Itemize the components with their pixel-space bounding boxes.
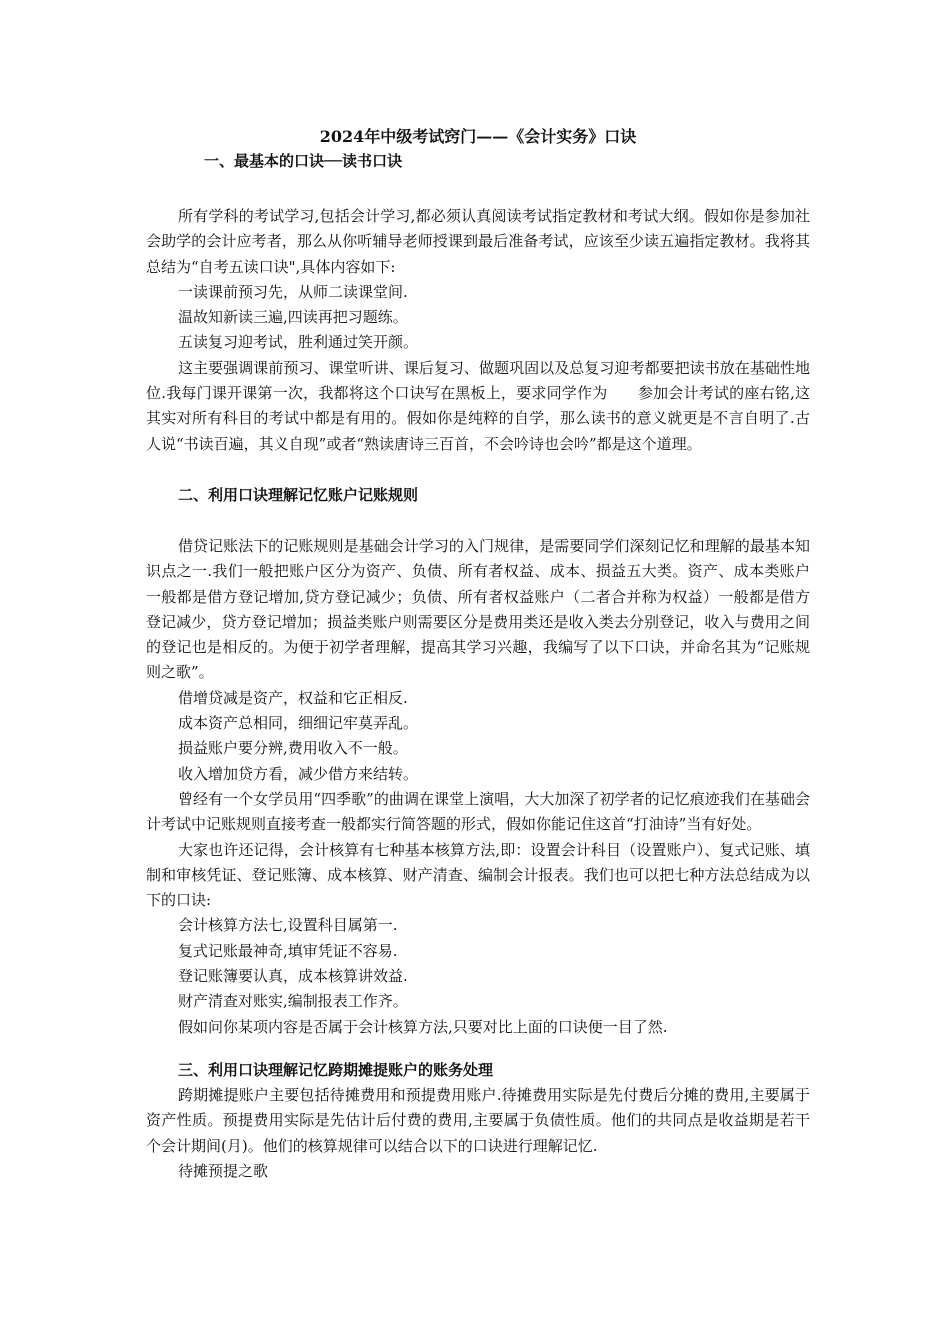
section2-methods-verse: 复式记账最神奇,填审凭证不容易. — [178, 941, 398, 960]
section3-heading: 三、利用口诀理解记忆跨期摊提账户的账务处理 — [178, 1060, 494, 1079]
section2-methods-verse: 会计核算方法七,设置科目属第一. — [178, 916, 398, 935]
section2-verse: 成本资产总相同，细细记牢莫弄乱。 — [178, 714, 419, 733]
spacer — [146, 457, 810, 483]
section1-verse: 一读课前预习先，从师二读课堂间. — [178, 282, 408, 301]
section1-intro: 所有学科的考试学习,包括会计学习,都必须认真阅读考试指定教材和考试大纲。假如你是参加社会助学的会计应考者，那么从你听辅导老师授课到最后准备考试，应该至少读五遍指定教材。我将其总结为“自考五读口诀",具体内容如下: — [146, 207, 810, 276]
section2-intro: 借贷记账法下的记账规则是基础会计学习的入门规律，是需要同学们深刻记忆和理解的最基本知识点之一.我们一般把账户区分为资产、负债、所有者权益、成本、损益五大类。资产、成本类账户一般都是借方登记增加,贷方登记减少；负债、所有者权益账户（二者合并称为权益）一般都是借方登记减少，贷方登记增加；损益类账户则需要区分是费用类还是收入类去分别登记，收入与费用之间的登记也是相反的。为便于初学者理解，提高其学习兴趣，我编写了以下口诀，并命名其为“记账规则之歌”。 — [146, 536, 810, 682]
section2-methods-verse: 登记账簿要认真，成本核算讲效益. — [178, 967, 408, 986]
document-page — [146, 124, 810, 1184]
spacer — [146, 508, 810, 534]
section1-heading: 一、最基本的口诀──读书口诀 — [204, 152, 403, 170]
section2-verse: 收入增加贷方看，减少借方来结转。 — [178, 764, 419, 783]
spacer — [146, 1040, 810, 1058]
section2-verse: 损益账户要分辨,费用收入不一般。 — [178, 739, 408, 758]
section2-heading: 二、利用口诀理解记忆账户记账规则 — [178, 485, 419, 504]
section2-anecdote: 曾经有一个女学员用“四季歌”的曲调在课堂上演唱，大大加深了初学者的记忆痕迹我们在基础会计考试中记账规则直接考查一般都实行简答题的形式，假如你能记住这首“打油诗”当有好处。 — [146, 789, 810, 834]
section1-verse: 温故知新读三遍,四读再把习题练。 — [178, 308, 408, 327]
section1-conclusion: 这主要强调课前预习、课堂听讲、课后复习、做题巩固以及总复习迎考都要把读书放在基础性地位.我每门课开课第一次，我都将这个口诀写在黑板上，要求同学作为 参加会计考试的座右铭,这其实对所有科目的考试中都是有用的。假如你是纯粹的自学，那么读书的意义就更是不言自明了.古人说“书读百遍，其义自现”或者“熟读唐诗三百首，不会吟诗也会吟”都是这个道理。 — [146, 358, 810, 453]
section2-methods-conclusion: 假如问你某项内容是否属于会计核算方法,只要对比上面的口诀便一目了然. — [178, 1017, 668, 1036]
document-title: 2024年中级考试窍门——《会计实务》口诀 — [319, 127, 637, 146]
spacer — [146, 172, 810, 204]
section3-verse-title: 待摊预提之歌 — [178, 1161, 269, 1180]
section3-intro: 跨期摊提账户主要包括待摊费用和预提费用账户.待摊费用实际是先付费后分摊的费用,主要属于资产性质。预提费用实际是先估计后付费的费用,主要属于负债性质。他们的共同点是收益期是若干个会计期间(月)。他们的核算规律可以结合以下的口诀进行理解记忆. — [146, 1085, 810, 1155]
section2-verse: 借增贷减是资产，权益和它正相反. — [178, 688, 408, 707]
section2-methods-intro: 大家也许还记得，会计核算有七种基本核算方法,即：设置会计科目（设置账户）、复式记账、填制和审核凭证、登记账簿、成本核算、财产清查、编制会计报表。我们也可以把七种方法总结成为以下的口诀: — [146, 840, 810, 910]
section2-methods-verse: 财产清查对账实,编制报表工作齐。 — [178, 992, 408, 1011]
section1-verse: 五读复习迎考试，胜利通过笑开颜。 — [178, 333, 419, 352]
